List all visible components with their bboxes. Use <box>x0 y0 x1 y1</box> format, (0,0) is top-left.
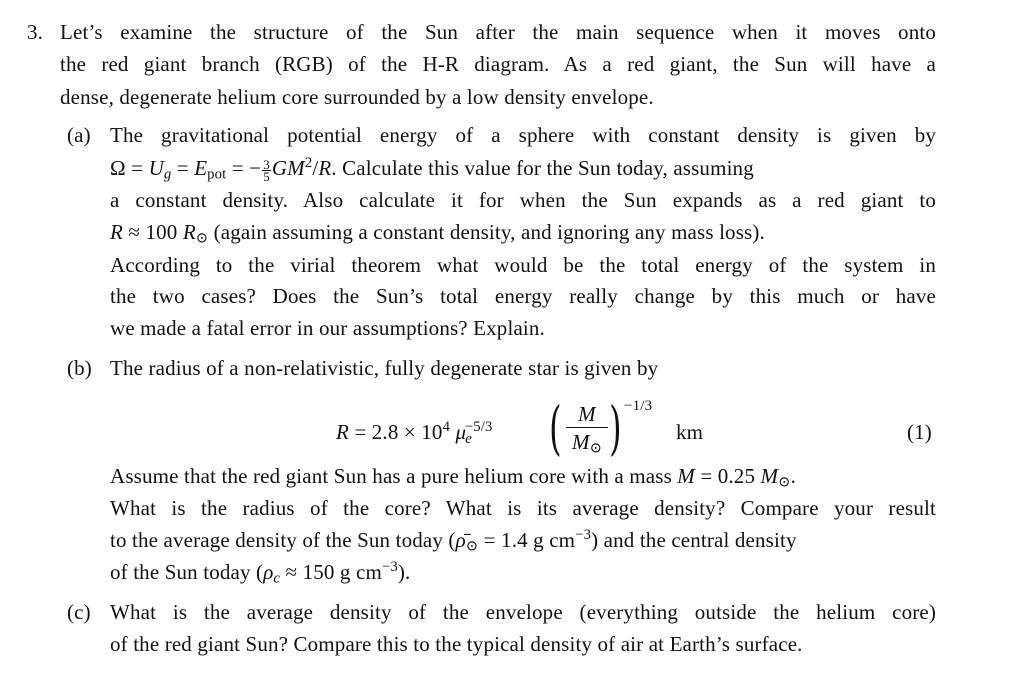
mass-ratio-fraction: M $M_⊙$ <box>566 401 608 456</box>
part-a-line-4-text: (again assuming a constant density, and ignoring any mass loss). <box>208 220 765 244</box>
degenerate-radius-equation <box>336 394 936 462</box>
equation-exponent: −1/3 <box>624 398 653 414</box>
part-b-line-4-post: ) and the central density <box>591 528 797 552</box>
intro-line-1: Let’s examine the structure of the Sun after the main sequence when it moves onto <box>60 20 936 44</box>
part-b-line-5 <box>110 558 411 587</box>
part-a-line-3: a constant density. Also calculate it for when the Sun expands as a red giant to <box>110 188 936 212</box>
part-b-line-5-pre: of the Sun today ( <box>110 560 264 584</box>
equation-right-paren: ) <box>609 394 622 462</box>
equation-left-paren: ( <box>549 394 562 462</box>
sun-average-density-expr: $\rhō_⊙ = 1.4$ g $cm^{-3}$ <box>455 526 592 555</box>
red-giant-radius-expr: R ≈ 100 $R_⊙$ <box>110 220 209 247</box>
core-mass-expr: M = 0.25 $M_⊙$. <box>677 464 797 491</box>
potential-energy-formula: $\Omega = U_g = E_{pot}$ = − $\frac{3}{5}$ $GM^2/R$ <box>110 154 332 184</box>
part-c-line-1: What is the average density of the envelope (everything outside the helium core) <box>110 600 936 624</box>
equation-unit: km <box>676 420 704 444</box>
part-c-label: (c) <box>67 600 91 624</box>
part-a-line-2-text: . Calculate this value for the Sun today, assuming <box>331 156 754 180</box>
problem-number: 3. <box>27 20 44 44</box>
part-a-line-1: The gravitational potential energy of a sphere with constant density is given by <box>110 123 936 147</box>
part-b-line-1: The radius of a non-relativistic, fully degenerate star is given by <box>110 356 659 380</box>
part-b-line-4-pre: to the average density of the Sun today ( <box>110 528 456 552</box>
part-a-line-4 <box>110 220 765 247</box>
intro-line-3: dense, degenerate helium core surrounded by a low density envelope. <box>60 85 654 109</box>
part-b-line-3: What is the radius of the core? What is its average density? Compare your result <box>110 496 936 520</box>
part-c-line-2: of the red giant Sun? Compare this to the typical density of air at Earth’s surface. <box>110 632 803 656</box>
part-b-line-5-post: ). <box>397 560 411 584</box>
equation-number: (1) <box>907 420 932 444</box>
part-a-line-7: we made a fatal error in our assumptions? Explain. <box>110 316 545 340</box>
part-a-line-6: the two cases? Does the Sun’s total energy really change by this much or have <box>110 284 936 308</box>
part-a-line-5: According to the virial theorem what would be the total energy of the system in <box>110 253 936 277</box>
part-b-line-4 <box>110 526 797 555</box>
sun-central-density-expr: $\rho_c \approx 150$ g $cm^{-3}$ <box>263 558 398 587</box>
part-b-label: (b) <box>67 356 92 380</box>
part-a-line-2 <box>110 156 754 182</box>
part-b-line-2-text: Assume that the red giant Sun has a pure helium core with a mass <box>110 464 678 488</box>
intro-line-2: the red giant branch (RGB) of the H-R diagram. As a red giant, the Sun will have a <box>60 52 936 76</box>
equation-lhs: $R = 2.8 \times 10^4$ $\mu_e^{-5/3}$ <box>336 418 493 447</box>
part-b-line-2 <box>110 464 797 491</box>
part-a-label: (a) <box>67 123 91 147</box>
